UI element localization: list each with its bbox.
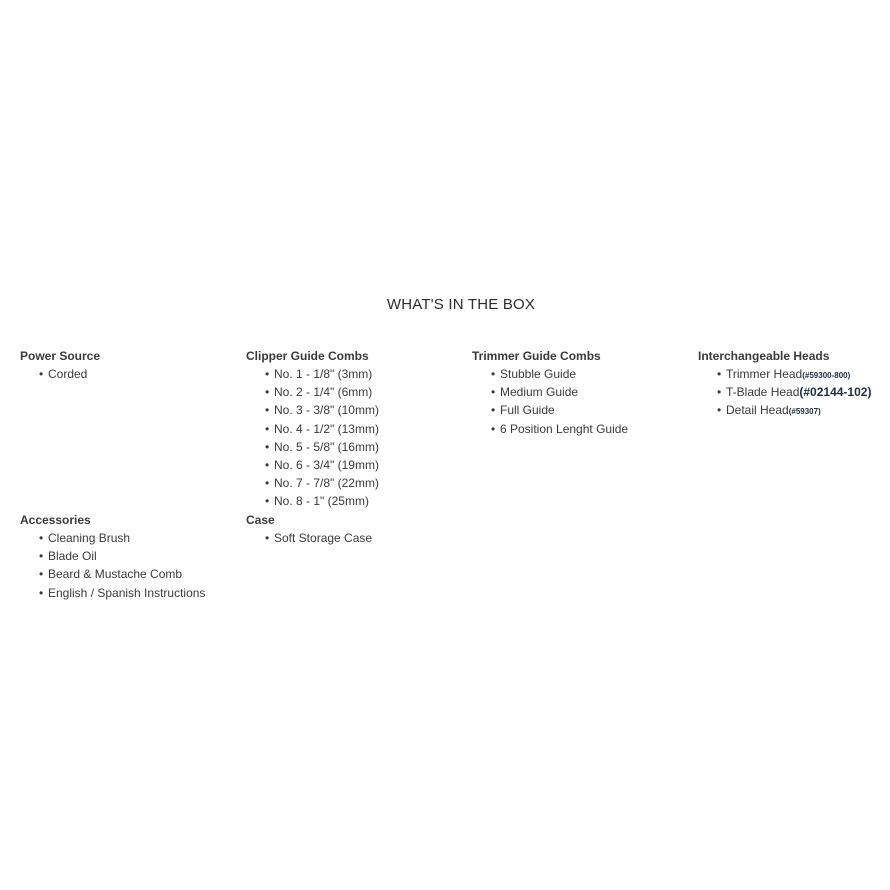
section-trimmer-guide-combs xyxy=(472,347,697,438)
list-item: • Medium Guide xyxy=(491,385,579,400)
list-item: • No. 7 - 7/8" (22mm) xyxy=(265,476,379,491)
list-item: • Stubble Guide xyxy=(491,367,577,381)
list-item: • No. 4 - 1/2" (13mm) xyxy=(265,421,379,436)
list-item: • Full Guide xyxy=(491,403,555,418)
page-title: WHAT'S IN THE BOX xyxy=(386,296,536,313)
item-list xyxy=(472,365,697,438)
section-heading: Trimmer Guide Combs xyxy=(472,349,601,363)
part-number: (#02144-102) xyxy=(799,385,872,400)
section-power-source xyxy=(20,347,245,383)
part-number: (#59300-800) xyxy=(802,371,851,380)
item-list xyxy=(20,365,245,383)
list-item: • No. 5 - 5/8" (16mm) xyxy=(265,439,379,454)
list-item: • Soft Storage Case xyxy=(265,531,373,545)
list-item: • T-Blade Head(#02144-102) xyxy=(717,385,872,400)
list-item: • Trimmer Head(#59300-800) xyxy=(717,367,851,381)
section-interchangeable-heads xyxy=(698,347,888,420)
section-heading: Power Source xyxy=(20,349,101,363)
list-item: • Beard & Mustache Comb xyxy=(39,567,183,582)
list-item: • No. 2 - 1/4" (6mm) xyxy=(265,385,373,400)
section-heading: Clipper Guide Combs xyxy=(246,349,369,363)
list-item: • 6 Position Lenght Guide xyxy=(491,421,629,436)
list-item: • Detail Head(#59307) xyxy=(717,403,821,418)
list-item: • Cleaning Brush xyxy=(39,531,131,545)
section-heading: Case xyxy=(246,513,275,527)
list-item: • No. 1 - 1/8" (3mm) xyxy=(265,367,373,381)
list-item: • No. 6 - 3/4" (19mm) xyxy=(265,457,379,472)
list-item: • No. 8 - 1" (25mm) xyxy=(265,494,369,509)
item-list xyxy=(20,529,245,602)
section-clipper-guide-combs xyxy=(246,347,471,511)
section-heading: Accessories xyxy=(20,513,91,527)
section-accessories xyxy=(20,511,245,602)
part-number: (#59307) xyxy=(788,407,821,417)
list-item: • Blade Oil xyxy=(39,549,97,564)
item-list xyxy=(246,365,471,511)
section-heading: Interchangeable Heads xyxy=(698,349,830,363)
item-list xyxy=(698,365,888,420)
section-case xyxy=(246,511,471,547)
list-item: • Corded xyxy=(39,367,88,381)
list-item: • No. 3 - 3/8" (10mm) xyxy=(265,403,379,418)
item-list xyxy=(246,529,471,547)
list-item: • English / Spanish Instructions xyxy=(39,585,206,600)
